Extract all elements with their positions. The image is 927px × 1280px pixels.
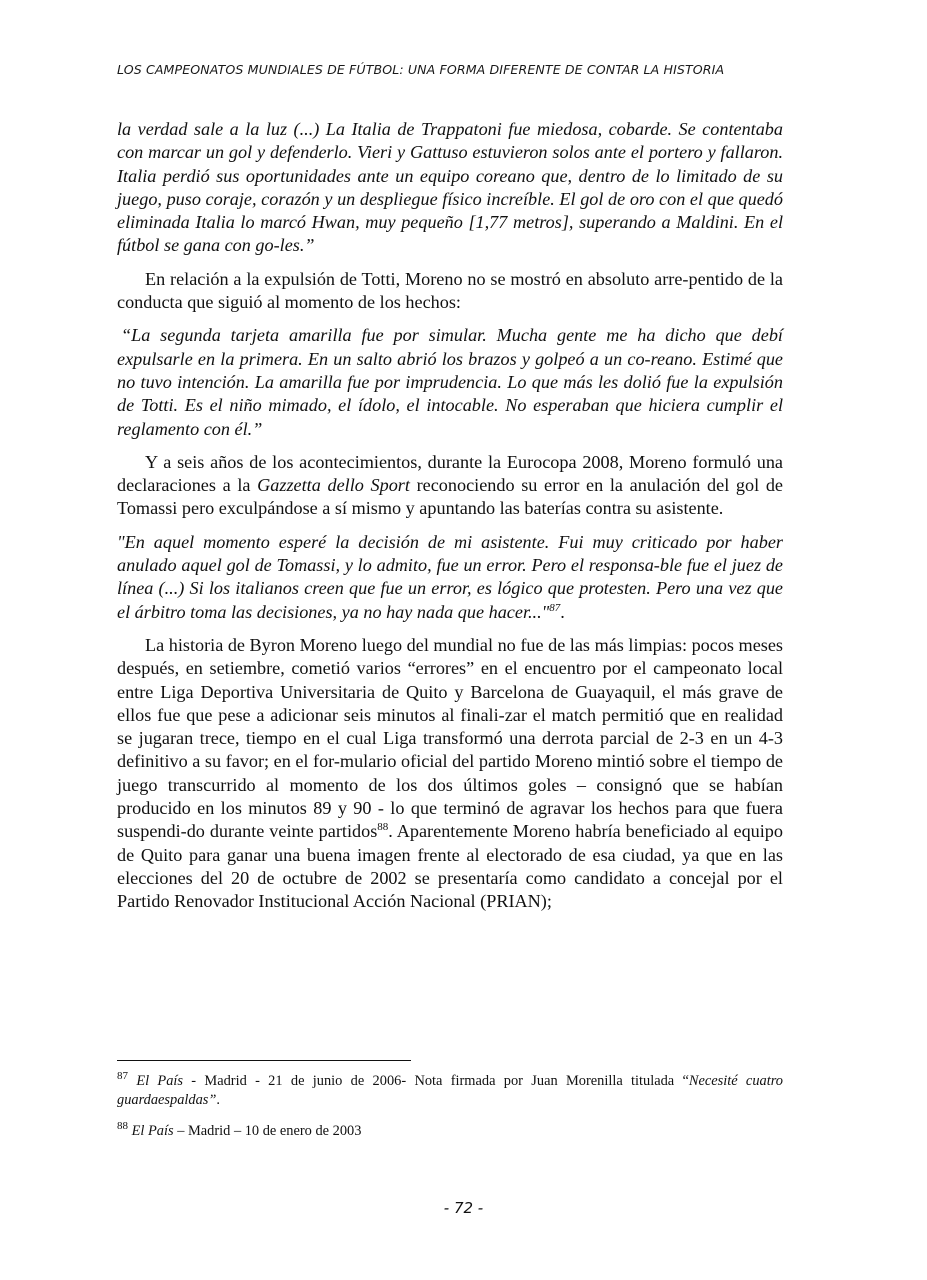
footnote-text: – Madrid – 10 de enero de 2003	[173, 1123, 362, 1139]
body-text	[117, 118, 783, 924]
paragraph-text: La historia de Byron Moreno luego del mundial no fue de las más limpias: pocos meses después, en setiembre, cometió varios “errores” en el encuentro por el campeonato local entre Liga Deportiva Universitaria de Quito y Barcelona de Guayaquil, el más grave de ellos fue que pese a adicionar seis minutos al finali-zar el match permitió que en realidad se jugaran trece, tiempo en el cual Liga transformó una derrota parcial de 2-3 en un 4-3 definitivo a su favor; en el for-mulario oficial del partido Moreno mintió sobre el tiempo de juego transcurrido al momento de los dos últimos goles – consignó que se habían producido en los minutos 89 y 90 - lo que terminó de agravar los hechos para que fuera suspendi-do durante veinte partidos	[117, 634, 783, 842]
footnote-number: 87	[117, 1070, 128, 1083]
running-header: LOS CAMPEONATOS MUNDIALES DE FÚTBOL: UNA FORMA DIFERENTE DE CONTAR LA HISTORIA	[117, 62, 725, 77]
footnote-88	[117, 1122, 783, 1141]
paragraph-text: reconociendo su error en la anulación del gol de Tomassi pero exculpándose a sí mismo y apuntando las baterías contra su asistente.	[117, 475, 783, 519]
quote-paragraph: “La segunda tarjeta amarilla fue por simular. Mucha gente me ha dicho que debí expulsarle en la primera. En un salto abrió los brazos y golpeó a un co-reano. Estimé que no tuvo intención. La amarilla fue por imprudencia. Lo que más les dolió fue la expulsión de Totti. Es el niño mimado, el ídolo, el intocable. No esperaban que hiciera cumplir el reglamento con él.”	[117, 325, 783, 439]
footnote-title: Necesité cuatro guardaespaldas”	[117, 1073, 783, 1108]
paragraph-text: Y a seis años de los acontecimientos, durante la Eurocopa 2008, Moreno formuló una declaraciones a la	[117, 451, 783, 496]
quote-paragraph	[117, 531, 783, 624]
footnote-reference[interactable]: 87	[549, 601, 561, 614]
body-paragraph	[117, 451, 783, 521]
footnote-number: 88	[117, 1120, 128, 1133]
footnote-source: El País	[131, 1123, 174, 1139]
quote-end: .	[560, 601, 565, 622]
body-paragraph: En relación a la expulsión de Totti, Moreno no se mostró en absoluto arre-pentido de la conducta que siguió al momento de los hechos:	[117, 268, 783, 313]
quote-paragraph-continued: la verdad sale a la luz (...) La Italia de Trappatoni fue miedosa, cobarde. Se contentaba con marcar un gol y defenderlo. Vieri y Gattuso estuvieron solos ante el portero y fallaron. Italia perdió sus oportunidades ante un equipo coreano que, dentro de lo limitado de su juego, puso coraje, corazón y un despliegue físico increíble. El gol de oro con el que quedó eliminada Italia lo marcó Hwan, muy pequeño [1,77 metros], superando a Maldini. En el fútbol se gana con go-les.”	[117, 119, 783, 256]
page-number: - 72 -	[443, 1199, 484, 1217]
footnote-end: .	[216, 1092, 221, 1108]
body-paragraph	[117, 634, 783, 914]
footnote-87	[117, 1072, 783, 1110]
quote-text: "En aquel momento esperé la decisión de mi asistente. Fui muy criticado por haber anulado aquel gol de Tomassi, y lo admito, fue un error. Pero el responsa-ble fue el juez de línea (...) Si los italianos creen que fue un error, es lógico que protesten. Pero una vez que el árbitro toma las decisiones, ya no hay nada que hacer..."	[117, 531, 783, 622]
footnote-source: El País	[136, 1073, 183, 1089]
publication-name: Gazzetta dello Sport	[257, 475, 410, 496]
paragraph-text: . Aparentemente Moreno habría beneficiado al equipo de Quito para ganar una buena imagen frente al electorado de esa ciudad, ya que en las elecciones del 20 de octubre de 2002 se presentaría como candidato a concejal por el Partido Renovador Institucional Acción Nacional (PRIAN);	[117, 821, 783, 912]
footnote-separator	[117, 1060, 411, 1061]
footnote-reference[interactable]: 88	[377, 821, 389, 834]
footnote-text: - Madrid - 21 de junio de 2006- Nota firmada por Juan Morenilla titulada “	[183, 1073, 689, 1089]
footnotes	[117, 1072, 783, 1153]
